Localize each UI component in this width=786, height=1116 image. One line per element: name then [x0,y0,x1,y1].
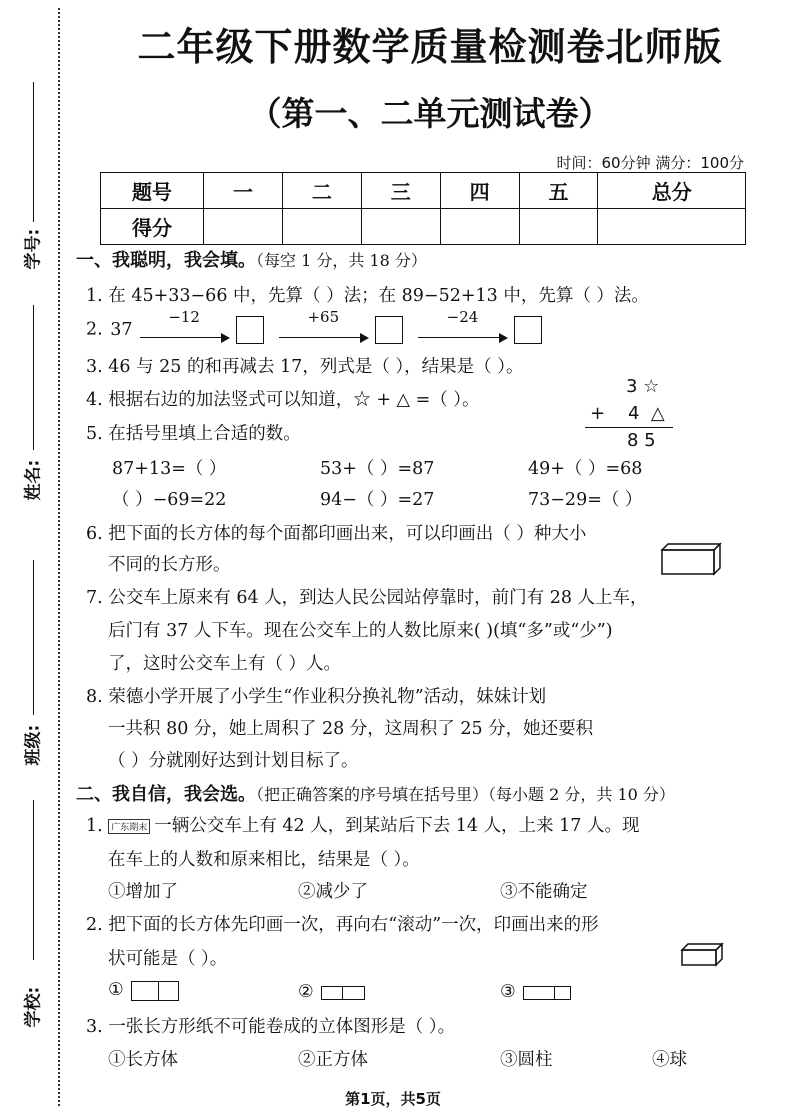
s2-q1-number: 1. [86,816,103,836]
s2-q3-option[interactable]: ③圆柱 [500,1050,553,1070]
side-field-class [16,560,42,770]
side-field-school [16,800,42,1030]
cuboid-figure-q2 [680,942,724,968]
s1-question-7-cont: 后门有 37 人下车。现在公交车上的人数比原来( )(填“多”或“少”) [108,621,613,641]
s2-q1-option[interactable]: ①增加了 [108,882,178,902]
s2-q1-text: 一辆公交车上有 42 人，到某站后下去 14 人，上来 17 人。现 [154,816,640,836]
side-label-student-number: 学号: [23,228,44,270]
score-header: 五 [519,173,598,209]
side-field-name [16,305,42,505]
s1-q2-start: 37 [110,319,133,340]
section1-heading: 一、我聪明，我会填。 [76,250,256,271]
s1-question-1: 1. 在 45+33−66 中，先算（ ）法；在 89−52+13 中，先算（ ）法。 [86,286,649,306]
s2-q3-option[interactable]: ②正方体 [298,1050,368,1070]
side-label-school: 学校: [23,986,44,1028]
vertical-addition-row2: + 4 △ [590,403,665,424]
s1-q2-arrow-2 [277,308,369,340]
s2-question-1-cont: 在车上的人数和原来相比，结果是（ ）。 [108,850,420,870]
s2-question-2: 2. 把下面的长方体先印画一次，再向右“滚动”一次，印画出来的形 [86,915,599,935]
section1-note: （每空 1 分，共 18 分） [256,251,427,270]
s2-q1-option[interactable]: ②减少了 [298,882,368,902]
side-label-class: 班级: [23,724,44,766]
s1-q2-answer-box-2[interactable] [375,316,403,344]
score-header: 三 [361,173,440,209]
s1-question-2 [86,308,542,344]
s1-q5-item: 94−（ ）=27 [320,490,435,510]
s1-q2-op-2: +65 [307,308,340,326]
option-shape-two-rectangles [321,986,365,1000]
section2-header [76,780,675,806]
exam-meta: 时间：60分钟 满分：100分 [556,154,744,172]
s2-q2-option-1[interactable] [108,980,179,1001]
s1-q5-item: 53+（ ）=87 [320,459,435,479]
score-table-score-row [101,209,746,245]
s2-q2-option-3[interactable] [500,982,571,1002]
score-cell[interactable] [440,209,519,245]
score-cell[interactable] [519,209,598,245]
s1-q5-item: （ ）−69=22 [112,490,227,510]
s2-q1-option[interactable]: ③不能确定 [500,882,588,902]
binding-dotted-line [58,8,60,1106]
score-cell[interactable] [361,209,440,245]
section2-heading: 二、我自信，我会选。 [76,784,256,805]
score-cell[interactable] [598,209,746,245]
s1-question-8-cont: 一共积 80 分，她上周积了 28 分，这周积了 25 分，她还要积 [108,719,594,739]
score-table [100,172,746,245]
vertical-addition-row1: 3 ☆ [626,376,660,397]
section1-header [76,246,427,272]
score-row-label: 得分 [101,209,204,245]
cuboid-figure-q6 [660,540,724,576]
vertical-addition-result: 8 5 [627,430,656,451]
s2-question-2-cont: 状可能是（ ）。 [108,949,228,969]
s2-q3-option[interactable]: ④球 [652,1050,687,1070]
score-header: 一 [204,173,283,209]
side-label-name: 姓名: [23,459,44,501]
s1-q5-item: 87+13=（ ） [112,459,227,479]
page-title: 二年级下册数学质量检测卷北师版 [137,25,723,69]
s1-q2-arrow-1 [138,308,230,340]
s2-q1-source-tag: 广东期末 [108,819,150,834]
score-header: 总分 [598,173,746,209]
score-cell[interactable] [204,209,283,245]
s2-q2-option-2[interactable] [298,982,365,1002]
page-subtitle: （第一、二单元测试卷） [248,94,612,133]
s1-q2-answer-box-3[interactable] [514,316,542,344]
s1-q2-arrow-3 [416,308,508,340]
s2-q3-option[interactable]: ①长方体 [108,1050,178,1070]
s1-question-5: 5. 在括号里填上合适的数。 [86,424,301,444]
s1-question-7-cont2: 了，这时公交车上有（ ）人。 [108,654,342,674]
section2-note: （把正确答案的序号填在括号里）（每小题 2 分，共 10 分） [256,785,675,804]
score-table-header-row [101,173,746,209]
s1-q2-op-1: −12 [168,308,200,326]
option-shape-two-rectangles [131,981,179,1001]
s1-question-8-cont2: （ ）分就刚好达到计划目标了。 [108,751,359,771]
s1-question-8: 8. 荣德小学开展了小学生“作业积分换礼物”活动，妹妹计划 [86,687,547,707]
s1-question-3: 3. 46 与 25 的和再减去 17，列式是（ ），结果是（ ）。 [86,357,524,377]
s1-q2-number: 2. [86,319,103,340]
s1-question-6: 6. 把下面的长方体的每个面都印画出来，可以印画出（ ）种大小 [86,524,587,544]
s2-question-3: 3. 一张长方形纸不可能卷成的立体图形是（ ）。 [86,1017,456,1037]
s2-q2-option-label: ③ [500,982,516,1002]
option-shape-two-rectangles [523,986,571,1000]
score-header: 二 [282,173,361,209]
s1-question-7: 7. 公交车上原来有 64 人，到达人民公园站停靠时，前门有 28 人上车， [86,588,648,608]
s1-q5-item: 73−29=（ ） [528,490,643,510]
s1-q2-op-3: −24 [446,308,479,326]
s1-question-6-cont: 不同的长方形。 [108,555,231,575]
score-header: 题号 [101,173,204,209]
side-field-student-number [16,82,42,282]
page-footer: 第1页，共5页 [345,1090,441,1108]
s1-question-4: 4. 根据右边的加法竖式可以知道，☆ + △ =（ ）。 [86,390,480,410]
s2-q2-option-label: ② [298,982,314,1002]
s2-q2-option-label: ① [108,980,124,1000]
s1-q5-item: 49+（ ）=68 [528,459,643,479]
s2-question-1 [86,812,639,837]
score-cell[interactable] [282,209,361,245]
score-header: 四 [440,173,519,209]
vertical-addition-line [585,427,673,428]
s1-q2-answer-box-1[interactable] [236,316,264,344]
